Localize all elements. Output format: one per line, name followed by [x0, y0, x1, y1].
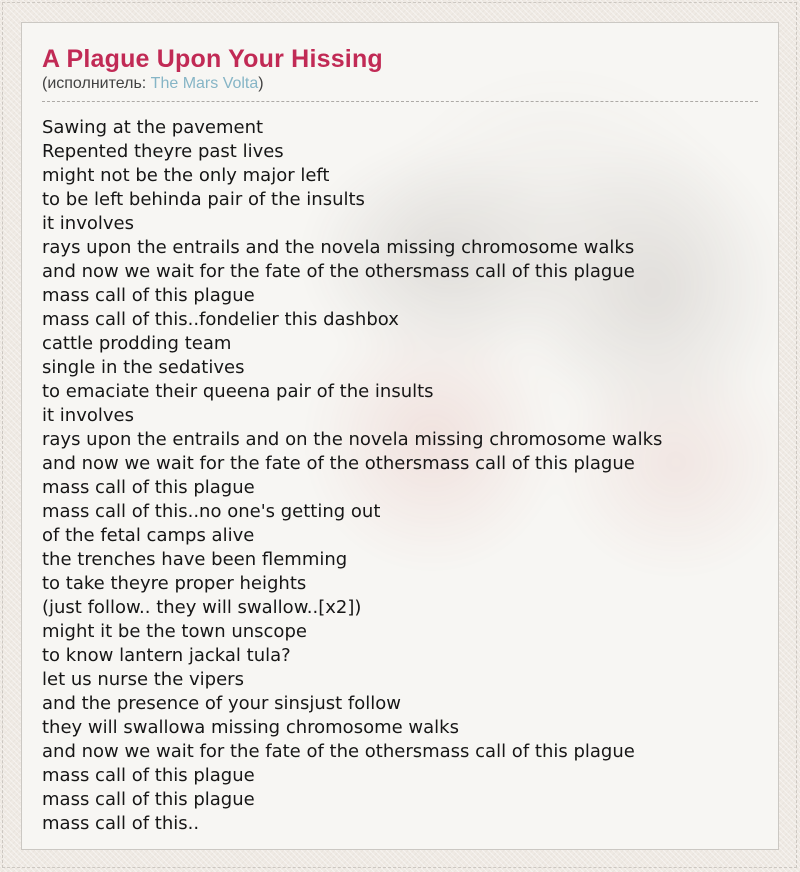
lyric-line: might not be the only major left	[42, 165, 330, 186]
lyric-line: might it be the town unscope	[42, 621, 307, 642]
lyric-line: to know lantern jackal tula?	[42, 645, 291, 666]
lyric-line: and the presence of your sinsjust follow	[42, 693, 401, 714]
lyric-line: it involves	[42, 405, 134, 426]
lyric-line: Sawing at the pavement	[42, 117, 264, 138]
lyric-line: (just follow.. they will swallow..[x2])	[42, 597, 362, 618]
lyric-line: Repented theyre past lives	[42, 141, 284, 162]
lyric-line: and now we wait for the fate of the othersmass call of this plague	[42, 741, 635, 762]
lyric-line: rays upon the entrails and the novela missing chromosome walks	[42, 237, 635, 258]
lyric-line: mass call of this plague	[42, 477, 255, 498]
lyric-line: mass call of this plague	[42, 789, 255, 810]
artist-label-prefix: (исполнитель:	[42, 75, 151, 92]
lyric-line: cattle prodding team	[42, 333, 232, 354]
lyric-line: and now we wait for the fate of the othersmass call of this plague	[42, 453, 635, 474]
artist-link[interactable]: The Mars Volta	[150, 75, 259, 92]
lyric-line: rays upon the entrails and on the novela missing chromosome walks	[42, 429, 663, 450]
lyric-line: mass call of this..	[42, 813, 200, 834]
lyric-line: mass call of this plague	[42, 765, 255, 786]
lyric-line: it involves	[42, 213, 134, 234]
card-content	[22, 23, 778, 836]
lyric-line: mass call of this..no one's getting out	[42, 501, 381, 522]
lyric-line: single in the sedatives	[42, 357, 245, 378]
lyrics-block	[42, 116, 758, 836]
lyric-line: of the fetal camps alive	[42, 525, 255, 546]
lyric-line: let us nurse the vipers	[42, 669, 244, 690]
lyric-line: they will swallowa missing chromosome walks	[42, 717, 459, 738]
lyric-line: the trenches have been flemming	[42, 549, 348, 570]
lyric-line: to take theyre proper heights	[42, 573, 307, 594]
lyric-line: to be left behinda pair of the insults	[42, 189, 365, 210]
lyric-line: and now we wait for the fate of the othersmass call of this plague	[42, 261, 635, 282]
lyric-line: to emaciate their queena pair of the insults	[42, 381, 434, 402]
artist-line	[42, 74, 758, 102]
artist-label-suffix: )	[258, 75, 264, 92]
lyric-line: mass call of this..fondelier this dashbox	[42, 309, 399, 330]
song-title: A Plague Upon Your Hissing	[42, 45, 383, 73]
lyrics-card	[21, 22, 779, 850]
lyric-line: mass call of this plague	[42, 285, 255, 306]
